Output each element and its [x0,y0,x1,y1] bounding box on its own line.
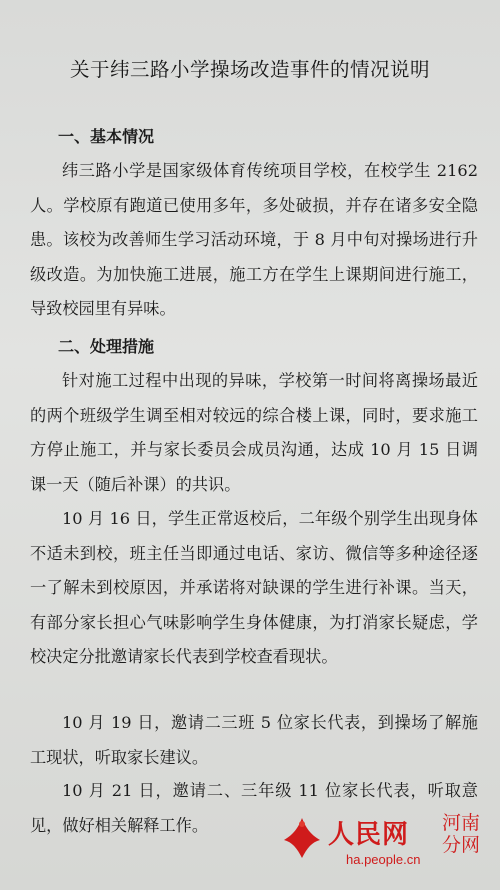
section1-paragraph: 纬三路小学是国家级体育传统项目学校，在校学生 2162 人。学校原有跑道已使用多年，多处破损，并存在诸多安全隐患。该校为改善师生学习活动环境，于 8 月中旬对操场进行升级改造。为加快施工进展，施工方在学生上课期间进行施工，导致校园里有异味。 [30,161,478,318]
section1-heading: 一、基本情况 [58,127,155,146]
document-title: 关于纬三路小学操场改造事件的情况说明 [69,58,430,81]
watermark-url: ha.people.cn [346,852,421,867]
section2-paragraph-2: 10 月 16 日，学生正常返校后，二年级个别学生出现身体不适未到校，班主任当即通过电话、家访、微信等多种途径逐一了解未到校原因，并承诺将对缺课的学生进行补课。当天，有部分家长担心气味影响学生身体健康，为打消家长疑虑，学校决定分批邀请家长代表到学校查看现状。 [30,509,478,666]
people-cn-watermark [276,808,486,878]
section2-heading: 二、处理措施 [58,337,155,356]
watermark-brand: 人民网 [328,820,410,850]
people-logo-icon [276,812,328,864]
section2-paragraph-3: 10 月 19 日，邀请二三班 5 位家长代表，到操场了解施工现状，听取家长建议。 [30,713,478,767]
watermark-region: 河南分网 [441,812,480,856]
section2-paragraph-4: 10 月 21 日，邀请二、三年级 11 位家长代表，听取意见，做好相关解释工作。 [30,781,478,835]
section2-paragraph-1: 针对施工过程中出现的异味，学校第一时间将离操场最近的两个班级学生调至相对较远的综合楼上课，同时，要求施工方停止施工，并与家长委员会成员沟通，达成 10 月 15 日调课一天（随后补课）的共识。 [30,371,478,494]
